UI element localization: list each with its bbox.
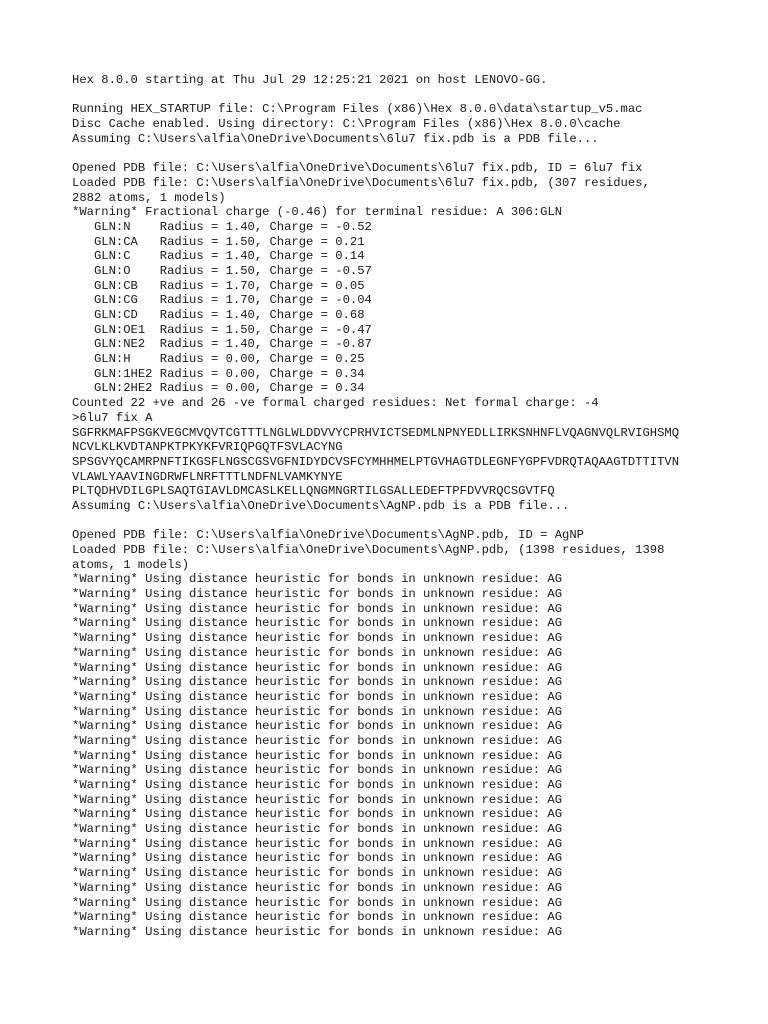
log-line: *Warning* Using distance heuristic for bonds in unknown residue: AG (72, 631, 563, 646)
log-line: *Warning* Using distance heuristic for bonds in unknown residue: AG (72, 807, 563, 822)
log-line: Opened PDB file: C:\Users\alfia\OneDrive\Documents\AgNP.pdb, ID = AgNP (72, 528, 584, 543)
log-line: NCVLKLKVDTANPKTPKYKFVRIQPGQTFSVLACYNG (72, 440, 343, 455)
log-line: *Warning* Using distance heuristic for bonds in unknown residue: AG (72, 792, 563, 807)
log-line: *Warning* Using distance heuristic for bonds in unknown residue: AG (72, 572, 563, 587)
log-line: *Warning* Using distance heuristic for bonds in unknown residue: AG (72, 645, 563, 660)
log-line: *Warning* Using distance heuristic for bonds in unknown residue: AG (72, 587, 563, 602)
log-line: Running HEX_STARTUP file: C:\Program Files (x86)\Hex 8.0.0\data\startup_v5.mac (72, 102, 643, 117)
log-line: *Warning* Using distance heuristic for bonds in unknown residue: AG (72, 719, 563, 734)
log-line: >6lu7 fix A (72, 410, 153, 425)
log-line: GLN:OE1 Radius = 1.50, Charge = -0.47 (72, 322, 372, 337)
log-line: GLN:NE2 Radius = 1.40, Charge = -0.87 (72, 337, 372, 352)
log-line: VLAWLYAAVINGDRWFLNRFTTTLNDFNLVAMKYNYE (72, 469, 343, 484)
log-line: *Warning* Using distance heuristic for bonds in unknown residue: AG (72, 851, 563, 866)
log-line: SPSGVYQCAMRPNFTIKGSFLNGSCGSVGFNIDYDCVSFCYMHHMELPTGVHAGTDLEGNFYGPFVDRQTAQAAGTDTTITVN (72, 454, 680, 469)
log-line: *Warning* Fractional charge (-0.46) for terminal residue: A 306:GLN (72, 205, 563, 220)
log-line: *Warning* Using distance heuristic for bonds in unknown residue: AG (72, 895, 563, 910)
log-line: *Warning* Using distance heuristic for bonds in unknown residue: AG (72, 763, 563, 778)
log-line: *Warning* Using distance heuristic for bonds in unknown residue: AG (72, 616, 563, 631)
log-line: GLN:CB Radius = 1.70, Charge = 0.05 (72, 278, 365, 293)
log-line: Loaded PDB file: C:\Users\alfia\OneDrive\Documents\AgNP.pdb, (1398 residues, 1398 (72, 543, 665, 557)
log-blank-line (72, 514, 762, 529)
log-line: PLTQDHVDILGPLSAQTGIAVLDMCASLKELLQNGMNGRTILGSALLEDEFTPFDVVRQCSGVTFQ (72, 484, 555, 499)
log-line: Opened PDB file: C:\Users\alfia\OneDrive\Documents\6lu7 fix.pdb, ID = 6lu7 fix (72, 161, 643, 176)
log-line: *Warning* Using distance heuristic for bonds in unknown residue: AG (72, 689, 563, 704)
log-line: *Warning* Using distance heuristic for bonds in unknown residue: AG (72, 601, 563, 616)
log-line: GLN:CA Radius = 1.50, Charge = 0.21 (72, 234, 365, 249)
log-line: *Warning* Using distance heuristic for bonds in unknown residue: AG (72, 924, 563, 939)
log-line: GLN:N Radius = 1.40, Charge = -0.52 (72, 219, 372, 234)
log-line: GLN:CG Radius = 1.70, Charge = -0.04 (72, 293, 372, 308)
log-line: *Warning* Using distance heuristic for bonds in unknown residue: AG (72, 704, 563, 719)
log-line: GLN:CD Radius = 1.40, Charge = 0.68 (72, 308, 365, 322)
log-line: GLN:1HE2 Radius = 0.00, Charge = 0.34 (72, 366, 365, 381)
log-line: Hex 8.0.0 starting at Thu Jul 29 12:25:21 2021 on host LENOVO-GG. (72, 73, 548, 87)
hex-log-output (72, 73, 762, 940)
log-line: SGFRKMAFPSGKVEGCMVQVTCGTTTLNGLWLDDVVYCPRHVICTSEDMLNPNYEDLLIRKSNHNFLVQAGNVQLRVIGHSMQ (72, 425, 680, 440)
log-line: Assuming C:\Users\alfia\OneDrive\Documents\6lu7 fix.pdb is a PDB file... (72, 131, 599, 146)
log-line: GLN:C Radius = 1.40, Charge = 0.14 (72, 249, 365, 264)
log-blank-line (72, 146, 762, 161)
log-line: GLN:H Radius = 0.00, Charge = 0.25 (72, 352, 365, 367)
log-line: *Warning* Using distance heuristic for bonds in unknown residue: AG (72, 733, 563, 748)
log-line: *Warning* Using distance heuristic for bonds in unknown residue: AG (72, 748, 563, 763)
log-line: *Warning* Using distance heuristic for bonds in unknown residue: AG (72, 822, 563, 837)
log-line: Counted 22 +ve and 26 -ve formal charged residues: Net formal charge: -4 (72, 396, 599, 411)
log-line: atoms, 1 models) (72, 557, 190, 572)
log-line: *Warning* Using distance heuristic for bonds in unknown residue: AG (72, 660, 563, 675)
log-line: *Warning* Using distance heuristic for bonds in unknown residue: AG (72, 675, 563, 690)
log-line: GLN:O Radius = 1.50, Charge = -0.57 (72, 263, 372, 278)
log-line: 2882 atoms, 1 models) (72, 190, 226, 205)
log-line: GLN:2HE2 Radius = 0.00, Charge = 0.34 (72, 381, 365, 396)
log-line: Loaded PDB file: C:\Users\alfia\OneDrive\Documents\6lu7 fix.pdb, (307 residues, (72, 175, 650, 190)
log-line: *Warning* Using distance heuristic for bonds in unknown residue: AG (72, 866, 563, 881)
log-line: Assuming C:\Users\alfia\OneDrive\Documents\AgNP.pdb is a PDB file... (72, 498, 570, 513)
log-blank-line (72, 88, 762, 103)
log-line: *Warning* Using distance heuristic for bonds in unknown residue: AG (72, 880, 563, 895)
log-line: Disc Cache enabled. Using directory: C:\Program Files (x86)\Hex 8.0.0\cache (72, 117, 621, 132)
log-line: *Warning* Using distance heuristic for bonds in unknown residue: AG (72, 836, 563, 851)
log-line: *Warning* Using distance heuristic for bonds in unknown residue: AG (72, 910, 563, 925)
log-line: *Warning* Using distance heuristic for bonds in unknown residue: AG (72, 778, 563, 792)
